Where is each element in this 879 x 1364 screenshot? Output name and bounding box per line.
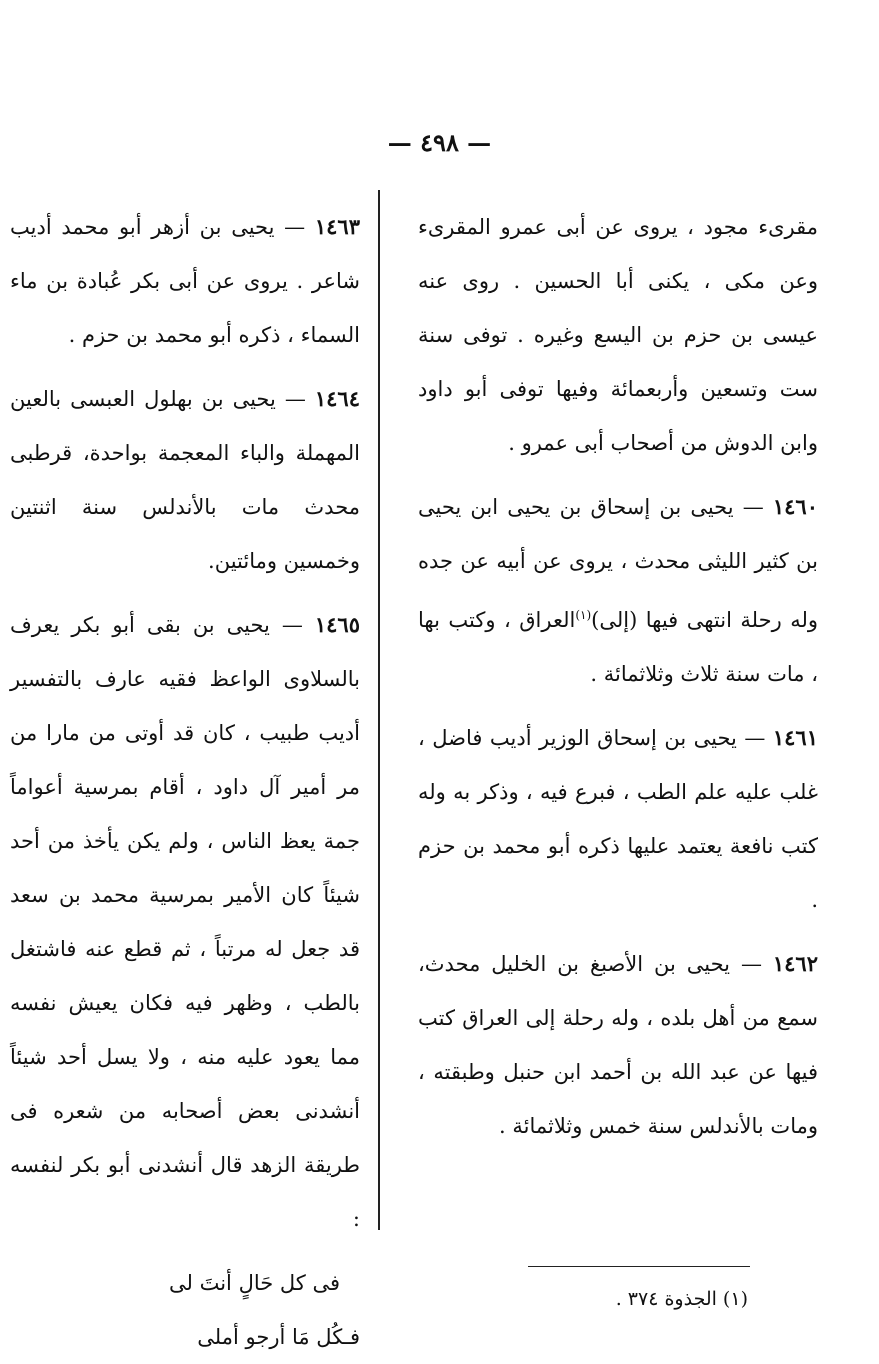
entry-1465 — [10, 598, 360, 1246]
footnote-marker[interactable]: (١) — [575, 608, 592, 622]
entry-text-after-note: العراق ، وكتب بها ، مات سنة ثلاث وثلاثمائة . — [418, 608, 818, 686]
entry-number: ١٤٦٢ — [772, 951, 818, 976]
entry-text: مقرىء مجود ، يروى عن أبى عمرو المقرىء وعن مكى ، يكنى أبا الحسين . روى عنه عيسى بن حزم بن اليسع وغيره . توفى سنة ست وتسعين وأربعمائة وفيها توفى أبو داود وابن الدوش من أصحاب أبى عمرو . — [418, 215, 818, 455]
poem — [10, 1256, 360, 1364]
entry-continuation — [418, 200, 818, 470]
entry-text: — يحيى بن بقى أبو بكر يعرف بالسلاوى الواعظ فقيه عارف بالتفسير أديب طبيب ، كان قد أوتى من مارا من مر أمير آل داود ، أقام بمرسية أعواماً جمة يعظ الناس ، ولم يكن يأخذ من أحد شيئاً كان الأمير بمرسية محمد بن سعد قد جعل له مرتباً ، ثم قطع عنه فاشتغل بالطب ، وظهر فيه فكان يعيش نفسه مما يعود عليه منه ، ولا يسل أحد شيئاً أنشدنى بعض أصحابه من شعره فى طريقة الزهد قال أنشدنى أبو بكر لنفسه : — [10, 613, 360, 1231]
entry-1462 — [418, 937, 818, 1153]
footnote: (١) الجذوة ٣٧٤ . — [615, 1288, 748, 1310]
entry-text: — يحيى بن إسحاق بن يحيى ابن يحيى بن كثير الليثى محدث ، يروى عن أبيه عن جده وله رحلة انتهى فيها (إلى) — [418, 495, 818, 632]
left-column — [10, 200, 360, 1364]
entry-number: ١٤٦١ — [772, 725, 818, 750]
right-column — [418, 200, 818, 1163]
entry-number: ١٤٦٤ — [314, 386, 360, 411]
page-number: — ٤٩٨ — — [387, 128, 492, 157]
poem-line: فى كل حَالٍ أنتَ لى — [169, 1271, 340, 1295]
entry-text: — يحيى بن الأصبغ بن الخليل محدث، سمع من أهل بلده ، وله رحلة إلى العراق كتب فيها عن عبد الله بن أحمد ابن حنبل وطبقته ، ومات بالأندلس سنة خمس وثلاثمائة . — [418, 952, 818, 1138]
entry-text: — يحيى بن إسحاق الوزير أديب فاضل ، غلب عليه علم الطب ، فبرع فيه ، وذكر به وله كتب نافعة يعتمد عليها ذكره أبو محمد بن حزم . — [418, 726, 818, 912]
poem-line: فـكُل مَا أرجو أملى — [197, 1325, 360, 1349]
entry-text: — يحيى بن بهلول العبسى بالعين المهملة والباء المعجمة بواحدة، قرطبى محدث مات بالأندلس سنة اثنتين وخمسين ومائتين. — [10, 387, 360, 573]
entry-number: ١٤٦٣ — [314, 214, 360, 239]
entry-text: — يحيى بن أزهر أبو محمد أديب شاعر . يروى عن أبى بكر عُبادة بن ماء السماء ، ذكره أبو محمد بن حزم . — [10, 215, 360, 347]
entry-1461 — [418, 711, 818, 927]
footnote-separator — [528, 1266, 750, 1267]
entry-1463 — [10, 200, 360, 362]
entry-1460 — [418, 480, 818, 701]
entry-number: ١٤٦٥ — [314, 612, 360, 637]
column-divider — [378, 190, 380, 1230]
entry-number: ١٤٦٠ — [772, 494, 818, 519]
entry-1464 — [10, 372, 360, 588]
